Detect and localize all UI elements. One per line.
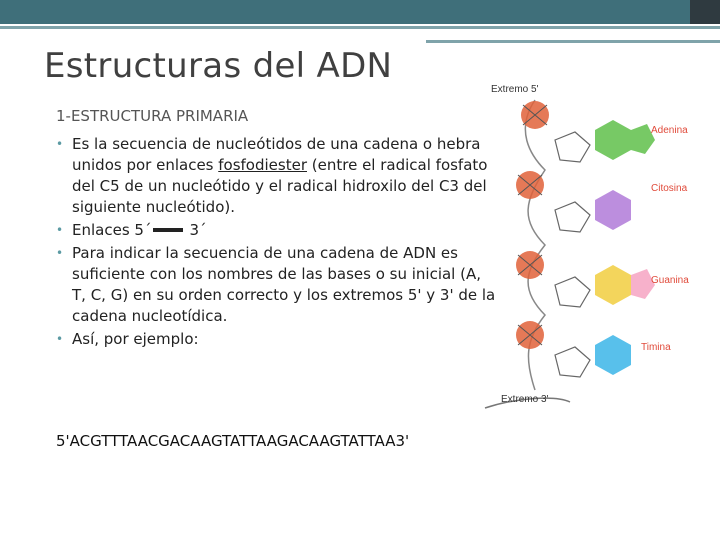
bullet-text: Así, por ejemplo: (72, 330, 199, 348)
bullet-dot-icon: • (56, 137, 64, 151)
top-banner-corner (690, 0, 720, 24)
thymine-base (595, 335, 631, 375)
bullet-text: Enlaces 5´ (72, 221, 152, 239)
phosphate-group (516, 171, 544, 199)
sugar-ring (555, 202, 590, 232)
guanine-base (595, 265, 655, 305)
bullet-text: Para indicar la secuencia de una cadena de ADN es suficiente con los nombres de las bases o su inicial (A, T, C, G) en su orden correcto y los extremos 5' y 3' de la cadena nucleotídica. (72, 244, 496, 325)
cytosine-base (595, 190, 631, 230)
phosphate-group (521, 101, 549, 129)
fosfodiester-term: fosfodiester (218, 156, 307, 174)
top-banner-teal (0, 0, 690, 24)
guanine-label: Guanina (651, 275, 689, 286)
cytosine-label: Citosina (651, 183, 688, 194)
bullet-item (56, 134, 496, 218)
dna-strand-svg (475, 60, 720, 420)
bullet-text: 3´ (189, 221, 207, 239)
dna-strand-diagram (475, 60, 720, 420)
bullet-dot-icon: • (56, 223, 64, 237)
phosphate-group (516, 321, 544, 349)
sugar-ring (555, 132, 590, 162)
section-heading: 1-ESTRUCTURA PRIMARIA (56, 107, 249, 125)
sugar-ring (555, 277, 590, 307)
title-rule (426, 40, 720, 43)
end3-label: Extremo 3' (501, 394, 549, 405)
adenine-base (595, 120, 655, 160)
header-rule (0, 26, 720, 29)
bullet-dot-icon: • (56, 246, 64, 260)
end5-label: Extremo 5' (491, 84, 539, 95)
slide-title: Estructuras del ADN (44, 46, 393, 86)
bullet-item (56, 220, 496, 241)
phosphate-group (516, 251, 544, 279)
bullet-text: (entre el radical fosfato del C5 de un nucleótido y el radical hidroxilo del C3 del siguiente nucleótido). (72, 156, 488, 216)
bullet-list (56, 134, 496, 352)
bullet-dot-icon: • (56, 332, 64, 346)
bullet-item (56, 243, 496, 327)
bullet-text: Es la secuencia de nucleótidos de una cadena o hebra unidos por enlaces (72, 135, 481, 174)
thymine-label: Timina (641, 342, 671, 353)
bond-arrow-icon (153, 228, 183, 232)
top-banner (0, 0, 720, 24)
bullet-item (56, 329, 496, 350)
dna-sequence-example: 5'ACGTTTAACGACAAGTATTAAGACAAGTATTAA3' (56, 432, 410, 450)
sugar-ring (555, 347, 590, 377)
adenine-label: Adenina (651, 125, 688, 136)
